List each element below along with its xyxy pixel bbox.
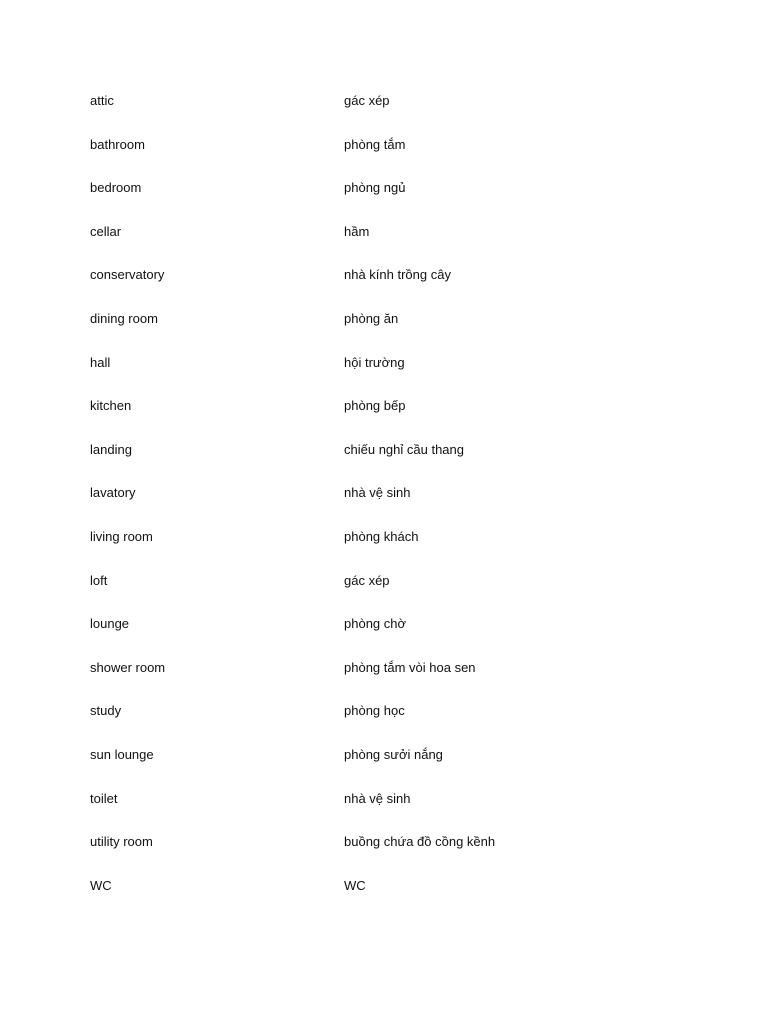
english-term: landing (90, 441, 132, 457)
vocab-row (90, 136, 690, 180)
vietnamese-translation: chiếu nghỉ cầu thang (344, 441, 464, 457)
english-term: bathroom (90, 136, 145, 152)
vocab-row (90, 702, 690, 746)
english-term: attic (90, 93, 114, 108)
vocab-row (90, 790, 690, 834)
english-term: WC (90, 877, 112, 893)
english-term: cellar (90, 223, 122, 239)
vietnamese-translation: gác xép (344, 572, 390, 588)
english-term: kitchen (90, 398, 132, 414)
vietnamese-translation: nhà vệ sinh (344, 485, 411, 501)
vocab-row (90, 659, 690, 703)
vietnamese-translation: phòng bếp (344, 398, 406, 414)
vocab-row (90, 354, 690, 398)
vietnamese-translation: buồng chứa đồ cồng kềnh (344, 834, 496, 850)
vietnamese-translation: phòng ăn (344, 310, 399, 326)
english-term: bedroom (90, 180, 142, 196)
vocabulary-list (90, 92, 690, 920)
vietnamese-translation: hội trường (344, 354, 405, 370)
vocab-row (90, 877, 690, 921)
vietnamese-translation: phòng sưởi nắng (344, 746, 443, 762)
vocab-row (90, 833, 690, 877)
vietnamese-translation: phòng học (344, 703, 405, 719)
english-term: utility room (90, 834, 153, 850)
vietnamese-translation: WC (344, 877, 366, 893)
english-term: hall (90, 354, 111, 370)
english-term: shower room (90, 659, 166, 675)
vocab-row (90, 572, 690, 616)
english-term: living room (90, 528, 153, 544)
vietnamese-translation: nhà vệ sinh (344, 790, 411, 806)
vocab-row (90, 484, 690, 528)
vocab-row (90, 615, 690, 659)
english-term: conservatory (90, 267, 165, 283)
vocab-row (90, 179, 690, 223)
vocab-row (90, 528, 690, 572)
vietnamese-translation: phòng chờ (344, 616, 407, 632)
vietnamese-translation: phòng ngủ (344, 180, 406, 196)
vocab-row (90, 746, 690, 790)
vietnamese-translation: phòng tắm vòi hoa sen (344, 659, 476, 675)
vocab-row (90, 310, 690, 354)
english-term: toilet (90, 790, 118, 806)
english-term: study (90, 703, 122, 719)
vietnamese-translation: phòng khách (344, 528, 419, 544)
english-term: lavatory (90, 485, 136, 501)
vocab-row (90, 397, 690, 441)
vocab-row (90, 266, 690, 310)
vocab-row (90, 441, 690, 485)
vietnamese-translation: hầm (344, 223, 370, 239)
vietnamese-translation: gác xép (344, 93, 390, 108)
english-term: dining room (90, 310, 158, 326)
vietnamese-translation: nhà kính trồng cây (344, 267, 451, 283)
english-term: sun lounge (90, 746, 154, 762)
vietnamese-translation: phòng tắm (344, 136, 406, 152)
english-term: loft (90, 572, 108, 588)
vocab-row (90, 223, 690, 267)
english-term: lounge (90, 616, 130, 632)
vocab-row (90, 92, 690, 136)
